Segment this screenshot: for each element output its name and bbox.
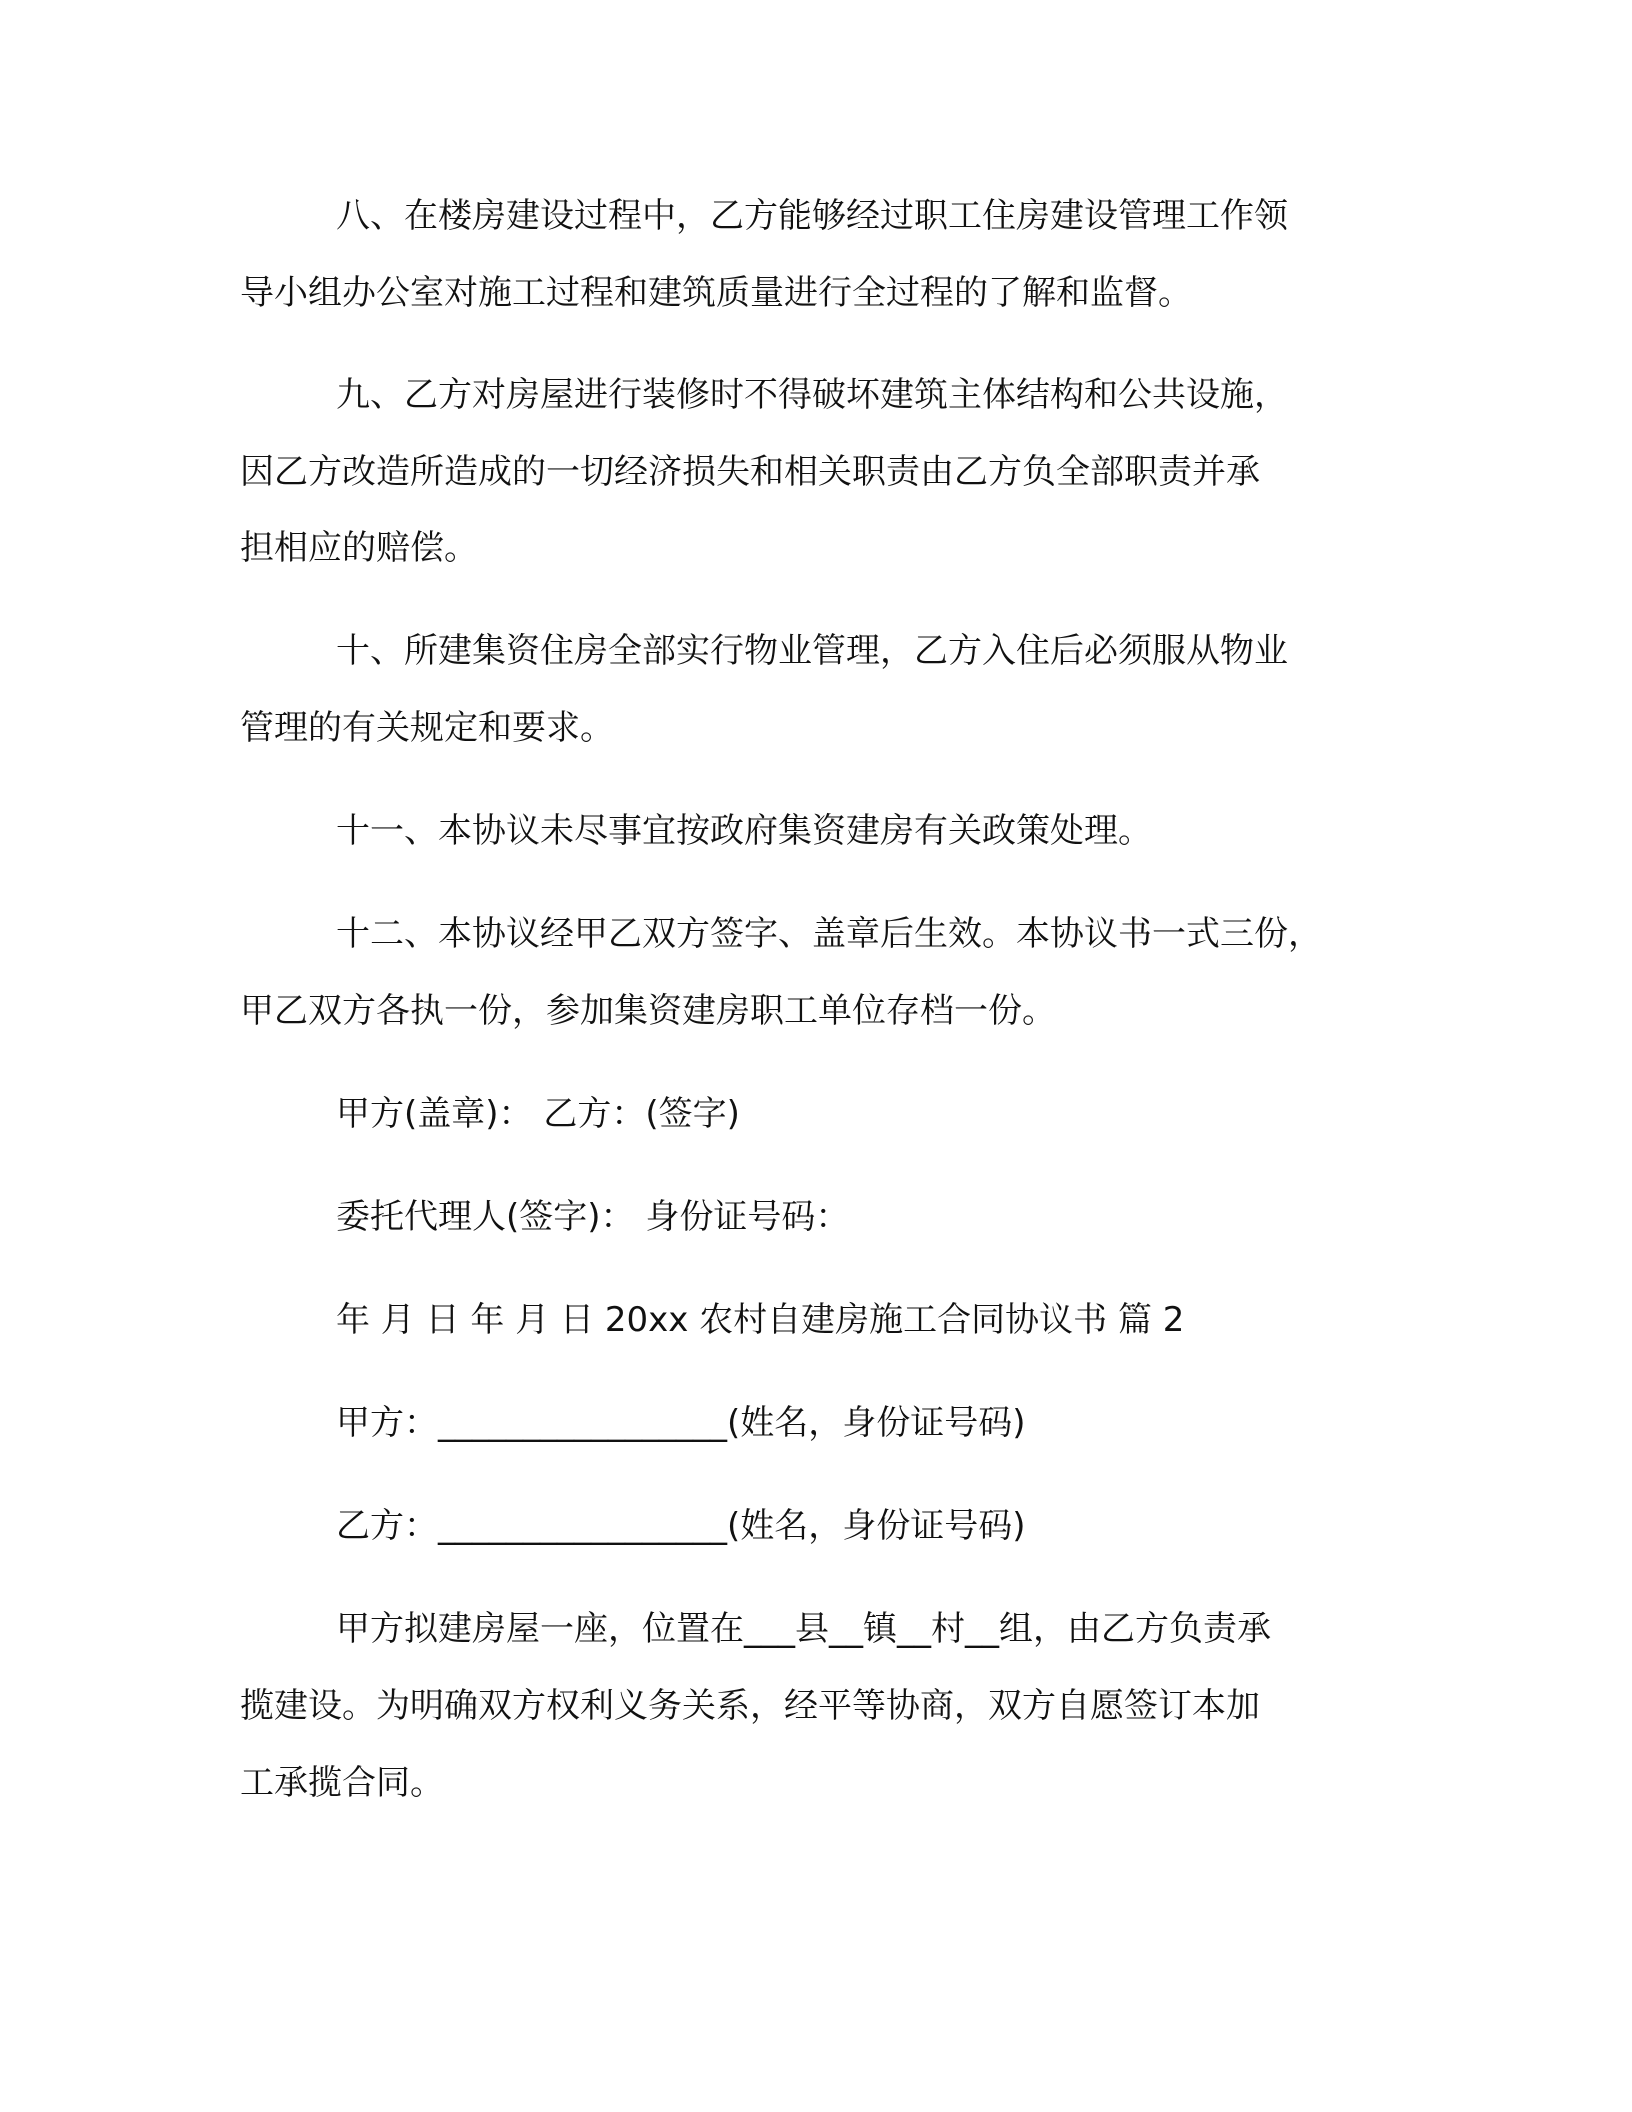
party-b-line: 乙方：_________________(姓名，身份证号码)	[336, 1506, 1026, 1546]
party-a-line: 甲方：_________________(姓名，身份证号码)	[336, 1403, 1026, 1443]
clause-9-line-3: 担相应的赔偿。	[240, 528, 478, 568]
intro-line-3: 工承揽合同。	[240, 1763, 444, 1803]
date-and-title-line: 年 月 日 年 月 日 20xx 农村自建房施工合同协议书 篇 2	[336, 1300, 1185, 1340]
clause-9-line-1: 九、乙方对房屋进行装修时不得破坏建筑主体结构和公共设施，	[336, 375, 1288, 415]
agent-id-line: 委托代理人(签字)： 身份证号码：	[336, 1197, 850, 1237]
signature-line: 甲方(盖章)： 乙方：(签字)	[336, 1094, 740, 1134]
clause-10-line-1: 十、所建集资住房全部实行物业管理，乙方入住后必须服从物业	[336, 631, 1288, 671]
clause-12-line-1: 十二、本协议经甲乙双方签字、盖章后生效。本协议书一式三份，	[336, 914, 1322, 954]
clause-8-line-1: 八、在楼房建设过程中，乙方能够经过职工住房建设管理工作领	[336, 196, 1288, 236]
clause-10-line-2: 管理的有关规定和要求。	[240, 708, 614, 748]
clause-12-line-2: 甲乙双方各执一份，参加集资建房职工单位存档一份。	[240, 991, 1056, 1031]
clause-8-line-2: 导小组办公室对施工过程和建筑质量进行全过程的了解和监督。	[240, 273, 1192, 313]
clause-9-line-2: 因乙方改造所造成的一切经济损失和相关职责由乙方负全部职责并承	[240, 452, 1260, 492]
clause-11-line-1: 十一、本协议未尽事宜按政府集资建房有关政策处理。	[336, 811, 1152, 851]
intro-line-2: 揽建设。为明确双方权利义务关系，经平等协商，双方自愿签订本加	[240, 1686, 1260, 1726]
intro-line-1: 甲方拟建房屋一座，位置在___县__镇__村__组，由乙方负责承	[336, 1609, 1271, 1649]
